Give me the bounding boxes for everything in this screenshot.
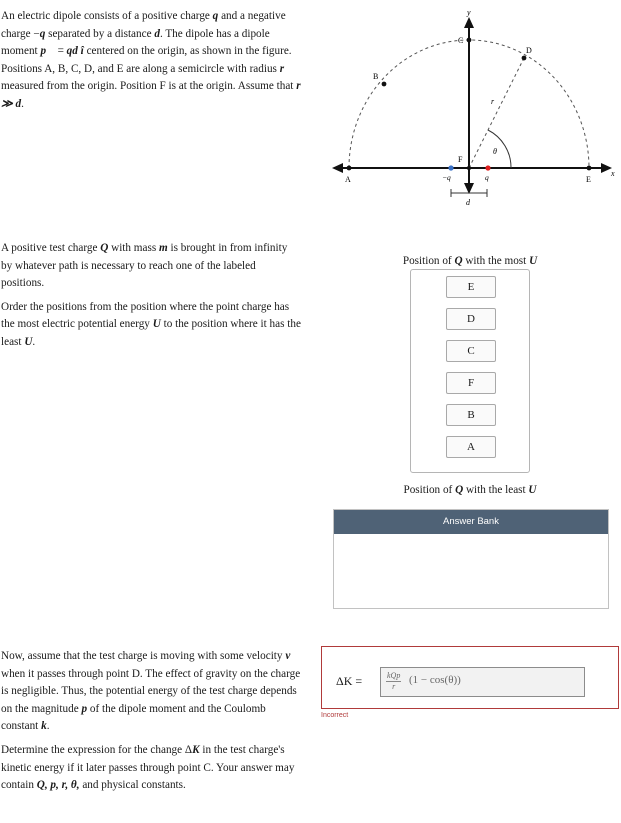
velocity-text: Now, assume that the test charge is moving with some velocity v⃗ when it passes through point D. The effect of gravity on the charge is negligible. Thus, the potential energy of the test charge depends on the magnitude p of the dipole moment and the Coulomb constant k. xyxy=(1,650,301,733)
position-d-dot xyxy=(522,56,527,61)
ranking-instructions xyxy=(1,240,301,358)
delta-k-answer-field[interactable] xyxy=(380,667,585,697)
intro-text: An electric dipole consists of a positive charge q and a negative charge −q separated by a distance d. The dipole has a dipole moment p⃗ = qd î centered on the origin, as shown in the figure. Positions A, B, C, D, and E are along a semicircle with radius r measured from the origin. Position F is at the origin. Assume that r ≫ d. xyxy=(1,10,301,110)
y-axis-down-arrow xyxy=(464,183,474,194)
ranking-list[interactable] xyxy=(410,269,530,473)
test-charge-text: A positive test charge Q with mass m is brought in from infinity by whatever path is necessary to reach one of the labeled positions. xyxy=(1,242,288,290)
intro-paragraph xyxy=(1,8,301,120)
position-d-label: D xyxy=(526,46,532,55)
position-e-label: E xyxy=(586,175,591,184)
rank-tile-d[interactable]: D xyxy=(446,308,496,330)
answer-bank-title: Answer Bank xyxy=(334,510,608,534)
delta-k-instruction-text: Determine the expression for the change ΔK in the test charge's kinetic energy if it later passes through point C. Your answer may contain Q, p, r, θ, and physical constants. xyxy=(1,743,295,792)
position-f-dot xyxy=(467,166,471,170)
position-b-dot xyxy=(382,82,387,87)
answer-fraction xyxy=(386,671,401,692)
rank-tile-b[interactable]: B xyxy=(446,404,496,426)
position-c-label: C xyxy=(458,36,464,45)
delta-k-label: ΔK = xyxy=(336,674,363,688)
negative-charge-label: −q xyxy=(442,173,451,182)
dipole-figure xyxy=(328,4,618,212)
x-axis-left-arrow xyxy=(332,163,343,173)
rank-tile-e[interactable]: E xyxy=(446,276,496,298)
answer-bank[interactable] xyxy=(333,509,609,609)
fraction-numerator: kQp xyxy=(387,671,401,680)
x-axis-label: x xyxy=(611,169,615,178)
answer-box xyxy=(321,646,619,709)
position-b-label: B xyxy=(373,72,379,81)
positive-charge-label: q xyxy=(485,173,489,182)
answer-status-incorrect: Incorrect xyxy=(321,712,349,719)
position-e-dot xyxy=(587,166,592,171)
rank-tile-c[interactable]: C xyxy=(446,340,496,362)
y-axis-label: y xyxy=(467,8,471,17)
theta-arc xyxy=(488,130,511,168)
rank-top-label: Position of Q with the most U xyxy=(402,255,538,267)
positive-charge-dot xyxy=(485,165,490,170)
position-a-label: A xyxy=(345,175,351,184)
d-label: d xyxy=(466,198,470,207)
rank-tile-f[interactable]: F xyxy=(446,372,496,394)
rank-tile-a[interactable]: A xyxy=(446,436,496,458)
rank-bottom-label: Position of Q with the least U xyxy=(403,484,537,496)
position-c-dot xyxy=(467,38,472,43)
position-f-label: F xyxy=(458,155,463,164)
radius-label: r xyxy=(491,97,495,106)
fraction-denominator: r xyxy=(392,682,396,691)
negative-charge-dot xyxy=(448,165,453,170)
y-axis-up-arrow xyxy=(464,17,474,28)
order-instruction-text: Order the positions from the position where the point charge has the most electric potential energy U to the position where it has the least U. xyxy=(1,300,301,348)
kinetic-energy-instructions xyxy=(1,648,301,801)
theta-label: θ xyxy=(493,147,497,156)
answer-expression-tail: (1 − cos(θ)) xyxy=(409,674,461,686)
position-a-dot xyxy=(347,166,352,171)
